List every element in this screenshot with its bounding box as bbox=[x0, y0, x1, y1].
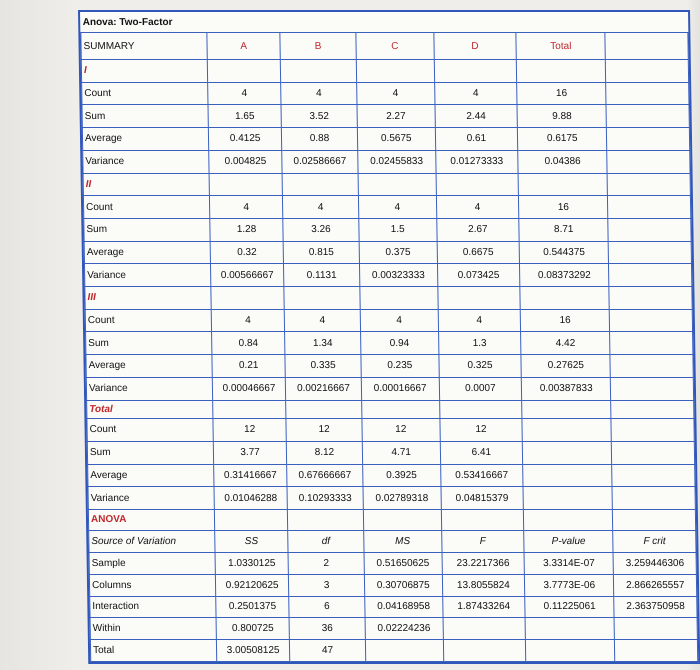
table-cell bbox=[523, 487, 613, 510]
table-cell: 4 bbox=[434, 82, 517, 105]
empty-cell bbox=[361, 400, 439, 419]
empty-cell bbox=[609, 287, 692, 310]
table-row bbox=[84, 241, 691, 264]
table-cell: 0.073425 bbox=[437, 264, 520, 287]
table-cell: 0.00016667 bbox=[361, 377, 439, 400]
table-row bbox=[88, 487, 695, 510]
table-cell: 4 bbox=[356, 82, 434, 105]
row-label: Average bbox=[84, 241, 210, 264]
table-cell: 0.31416667 bbox=[214, 464, 288, 487]
empty-cell bbox=[356, 59, 434, 82]
table-cell: 8.12 bbox=[287, 441, 363, 464]
table-cell: 4 bbox=[209, 196, 283, 219]
empty-cell bbox=[611, 419, 694, 442]
table-cell: 2.27 bbox=[357, 105, 435, 128]
table-cell: 3.52 bbox=[281, 105, 357, 128]
table-cell: 0.04386 bbox=[518, 150, 608, 173]
table-cell: 0.3925 bbox=[362, 464, 440, 487]
anova-cell bbox=[443, 618, 526, 640]
anova-header: MS bbox=[363, 530, 441, 553]
table-cell: 0.04815379 bbox=[441, 487, 524, 510]
empty-cell bbox=[520, 287, 610, 310]
group-label: I bbox=[81, 59, 207, 82]
table-cell: 4 bbox=[358, 196, 436, 219]
table-row bbox=[83, 150, 690, 173]
empty-cell bbox=[605, 33, 688, 60]
empty-cell bbox=[610, 332, 693, 355]
empty-cell bbox=[612, 487, 695, 510]
anova-cell: 6 bbox=[289, 596, 365, 618]
table-row bbox=[85, 309, 692, 332]
table-cell: 0.02789318 bbox=[363, 487, 441, 510]
column-header: C bbox=[356, 33, 434, 60]
empty-cell bbox=[441, 509, 524, 530]
anova-header-row bbox=[89, 530, 696, 553]
anova-cell: 47 bbox=[290, 639, 366, 661]
empty-cell bbox=[209, 173, 283, 196]
table-row bbox=[88, 464, 695, 487]
empty-cell bbox=[518, 173, 608, 196]
empty-cell bbox=[611, 400, 694, 419]
anova-row bbox=[90, 618, 697, 640]
row-label: Average bbox=[88, 464, 214, 487]
anova-cell bbox=[443, 639, 526, 661]
table-cell: 4 bbox=[283, 196, 359, 219]
table-cell: 16 bbox=[520, 309, 610, 332]
table-cell: 0.1131 bbox=[284, 264, 360, 287]
empty-cell bbox=[609, 264, 692, 287]
table-cell: 12 bbox=[286, 419, 362, 442]
empty-cell bbox=[606, 82, 689, 105]
table-cell: 0.4125 bbox=[208, 128, 282, 151]
table-cell: 0.10293333 bbox=[287, 487, 363, 510]
anova-header: SS bbox=[215, 530, 289, 553]
row-label: Count bbox=[83, 196, 209, 219]
empty-cell bbox=[282, 173, 358, 196]
anova-table bbox=[80, 12, 698, 662]
empty-cell bbox=[608, 218, 691, 241]
table-row bbox=[84, 218, 691, 241]
empty-cell bbox=[611, 377, 694, 400]
table-cell: 0.02455833 bbox=[358, 150, 436, 173]
anova-cell bbox=[614, 618, 697, 640]
row-label: Count bbox=[85, 309, 211, 332]
table-cell: 0.235 bbox=[361, 355, 439, 378]
table-cell: 0.6675 bbox=[437, 241, 520, 264]
anova-cell: 1.87433264 bbox=[442, 596, 525, 618]
column-header: B bbox=[280, 33, 356, 60]
anova-source: Within bbox=[90, 618, 216, 640]
table-cell: 4 bbox=[284, 309, 360, 332]
table-cell: 0.00566667 bbox=[210, 264, 284, 287]
table-cell: 16 bbox=[519, 196, 609, 219]
anova-header: Source of Variation bbox=[89, 530, 215, 553]
table-cell: 0.02586667 bbox=[282, 150, 358, 173]
anova-source: Columns bbox=[89, 574, 215, 596]
table-cell: 1.28 bbox=[210, 218, 284, 241]
anova-cell bbox=[365, 639, 443, 661]
table-cell: 4 bbox=[281, 82, 357, 105]
table-cell: 3.26 bbox=[283, 218, 359, 241]
table-cell bbox=[523, 464, 613, 487]
anova-cell: 3.00508125 bbox=[216, 639, 290, 661]
row-label: Sum bbox=[87, 441, 213, 464]
table-row bbox=[82, 105, 689, 128]
empty-cell bbox=[610, 355, 693, 378]
empty-cell bbox=[612, 464, 695, 487]
empty-cell bbox=[606, 105, 689, 128]
empty-cell bbox=[358, 173, 436, 196]
table-cell: 2.44 bbox=[435, 105, 518, 128]
title-row bbox=[81, 12, 688, 33]
anova-row bbox=[90, 596, 697, 618]
anova-source: Total bbox=[90, 639, 216, 661]
table-cell: 0.325 bbox=[439, 355, 522, 378]
summary-label: SUMMARY bbox=[81, 33, 207, 60]
row-label: Count bbox=[87, 419, 213, 442]
empty-cell bbox=[607, 128, 690, 151]
group-label: II bbox=[83, 173, 209, 196]
anova-cell: 0.2501375 bbox=[216, 596, 290, 618]
table-cell: 0.67666667 bbox=[287, 464, 363, 487]
table-row bbox=[82, 82, 689, 105]
empty-cell bbox=[613, 509, 696, 530]
anova-source: Interaction bbox=[90, 596, 216, 618]
anova-header: df bbox=[288, 530, 364, 553]
table-cell bbox=[522, 419, 612, 442]
table-cell: 0.27625 bbox=[521, 355, 611, 378]
row-label: Sum bbox=[84, 218, 210, 241]
table-cell: 4 bbox=[208, 82, 282, 105]
anova-cell: 3.7773E-06 bbox=[524, 574, 614, 596]
empty-cell bbox=[214, 509, 288, 530]
empty-cell bbox=[360, 287, 438, 310]
table-cell: 0.21 bbox=[212, 355, 286, 378]
anova-cell: 0.30706875 bbox=[364, 574, 442, 596]
anova-cell bbox=[525, 618, 615, 640]
empty-cell bbox=[281, 59, 357, 82]
anova-cell: 23.2217366 bbox=[442, 553, 525, 575]
empty-cell bbox=[522, 400, 612, 419]
group-header-row bbox=[87, 400, 694, 419]
anova-cell: 2.866265557 bbox=[614, 574, 697, 596]
table-cell: 2.67 bbox=[436, 218, 519, 241]
anova-header: P-value bbox=[524, 530, 614, 553]
row-label: Average bbox=[82, 128, 208, 151]
table-row bbox=[82, 128, 689, 151]
table-cell: 0.94 bbox=[360, 332, 438, 355]
anova-cell: 1.0330125 bbox=[215, 553, 289, 575]
summary-header-row bbox=[81, 33, 688, 60]
table-cell: 4 bbox=[438, 309, 521, 332]
column-header: A bbox=[207, 33, 281, 60]
table-cell: 0.335 bbox=[285, 355, 361, 378]
table-title: Anova: Two-Factor bbox=[82, 16, 173, 28]
table-cell: 0.375 bbox=[359, 241, 437, 264]
anova-header: F crit bbox=[613, 530, 696, 553]
table-cell: 0.00323333 bbox=[359, 264, 437, 287]
table-cell: 12 bbox=[440, 419, 523, 442]
anova-cell: 0.92120625 bbox=[215, 574, 289, 596]
table-row bbox=[83, 196, 690, 219]
row-label: Sum bbox=[82, 105, 208, 128]
anova-header: F bbox=[441, 530, 524, 553]
anova-cell: 2.363750958 bbox=[614, 596, 697, 618]
empty-cell bbox=[439, 400, 522, 419]
group-header-row bbox=[83, 173, 690, 196]
table-cell: 3.77 bbox=[213, 441, 287, 464]
anova-cell: 2 bbox=[288, 553, 364, 575]
anova-sheet bbox=[78, 10, 700, 664]
anova-label: ANOVA bbox=[88, 509, 214, 530]
table-cell: 4 bbox=[436, 196, 519, 219]
empty-cell bbox=[211, 287, 285, 310]
group-header-row bbox=[81, 59, 688, 82]
empty-cell bbox=[606, 59, 689, 82]
group-label: III bbox=[85, 287, 211, 310]
table-cell: 0.32 bbox=[210, 241, 284, 264]
column-header: D bbox=[434, 33, 517, 60]
table-cell: 0.004825 bbox=[209, 150, 283, 173]
anova-cell: 3.259446306 bbox=[613, 553, 696, 575]
anova-row bbox=[89, 574, 696, 596]
empty-cell bbox=[516, 59, 606, 82]
table-cell: 4.42 bbox=[521, 332, 611, 355]
table-cell: 0.6175 bbox=[517, 128, 607, 151]
anova-cell: 3.3314E-07 bbox=[524, 553, 614, 575]
table-cell: 0.01273333 bbox=[435, 150, 518, 173]
empty-cell bbox=[608, 196, 691, 219]
empty-cell bbox=[607, 150, 690, 173]
table-cell: 0.53416667 bbox=[440, 464, 523, 487]
anova-cell: 0.51650625 bbox=[364, 553, 442, 575]
table-cell bbox=[522, 441, 612, 464]
anova-cell: 3 bbox=[289, 574, 365, 596]
empty-cell bbox=[434, 59, 517, 82]
anova-cell: 0.11225061 bbox=[525, 596, 615, 618]
table-cell: 0.544375 bbox=[519, 241, 609, 264]
empty-cell bbox=[363, 509, 441, 530]
row-label: Count bbox=[82, 82, 208, 105]
anova-cell: 0.04168958 bbox=[365, 596, 443, 618]
table-cell: 12 bbox=[362, 419, 440, 442]
table-cell: 1.65 bbox=[208, 105, 282, 128]
row-label: Variance bbox=[84, 264, 210, 287]
table-cell: 1.5 bbox=[359, 218, 437, 241]
table-cell: 8.71 bbox=[519, 218, 609, 241]
anova-row bbox=[89, 553, 696, 575]
anova-source: Sample bbox=[89, 553, 215, 575]
empty-cell bbox=[286, 400, 362, 419]
table-cell: 0.00387833 bbox=[521, 377, 611, 400]
row-label: Variance bbox=[88, 487, 214, 510]
table-cell: 6.41 bbox=[440, 441, 523, 464]
table-cell: 0.00216667 bbox=[286, 377, 362, 400]
empty-cell bbox=[284, 287, 360, 310]
row-label: Sum bbox=[86, 332, 212, 355]
anova-cell: 0.800725 bbox=[216, 618, 290, 640]
anova-row bbox=[90, 639, 697, 661]
empty-cell bbox=[436, 173, 519, 196]
table-cell: 4 bbox=[360, 309, 438, 332]
anova-cell: 36 bbox=[289, 618, 365, 640]
empty-cell bbox=[288, 509, 364, 530]
table-row bbox=[87, 419, 694, 442]
table-cell: 1.34 bbox=[285, 332, 361, 355]
table-cell: 4 bbox=[211, 309, 285, 332]
table-cell: 1.3 bbox=[438, 332, 521, 355]
group-header-row bbox=[85, 287, 692, 310]
empty-cell bbox=[523, 509, 613, 530]
table-cell: 0.01046288 bbox=[214, 487, 288, 510]
table-row bbox=[87, 441, 694, 464]
empty-cell bbox=[609, 241, 692, 264]
table-cell: 0.88 bbox=[282, 128, 358, 151]
table-cell: 4.71 bbox=[362, 441, 440, 464]
table-cell: 0.815 bbox=[283, 241, 359, 264]
table-row bbox=[86, 377, 693, 400]
table-cell: 0.61 bbox=[435, 128, 518, 151]
anova-cell: 0.02224236 bbox=[365, 618, 443, 640]
table-cell: 9.88 bbox=[517, 105, 607, 128]
group-label: Total bbox=[87, 400, 213, 419]
empty-cell bbox=[207, 59, 281, 82]
table-cell: 0.84 bbox=[212, 332, 286, 355]
row-label: Variance bbox=[86, 377, 212, 400]
table-cell: 16 bbox=[517, 82, 607, 105]
anova-cell: 13.8055824 bbox=[442, 574, 525, 596]
table-cell: 0.0007 bbox=[439, 377, 522, 400]
background-left bbox=[0, 0, 78, 670]
table-cell: 0.5675 bbox=[357, 128, 435, 151]
table-row bbox=[86, 355, 693, 378]
table-cell: 0.00046667 bbox=[212, 377, 286, 400]
table-cell: 12 bbox=[213, 419, 287, 442]
anova-cell bbox=[615, 639, 698, 661]
anova-label-row bbox=[88, 509, 695, 530]
empty-cell bbox=[438, 287, 521, 310]
table-row bbox=[86, 332, 693, 355]
empty-cell bbox=[213, 400, 287, 419]
row-label: Variance bbox=[83, 150, 209, 173]
empty-cell bbox=[610, 309, 693, 332]
anova-cell bbox=[525, 639, 615, 661]
row-label: Average bbox=[86, 355, 212, 378]
empty-cell bbox=[607, 173, 690, 196]
table-cell: 0.08373292 bbox=[520, 264, 610, 287]
table-row bbox=[84, 264, 691, 287]
empty-cell bbox=[612, 441, 695, 464]
column-header: Total bbox=[516, 33, 606, 60]
